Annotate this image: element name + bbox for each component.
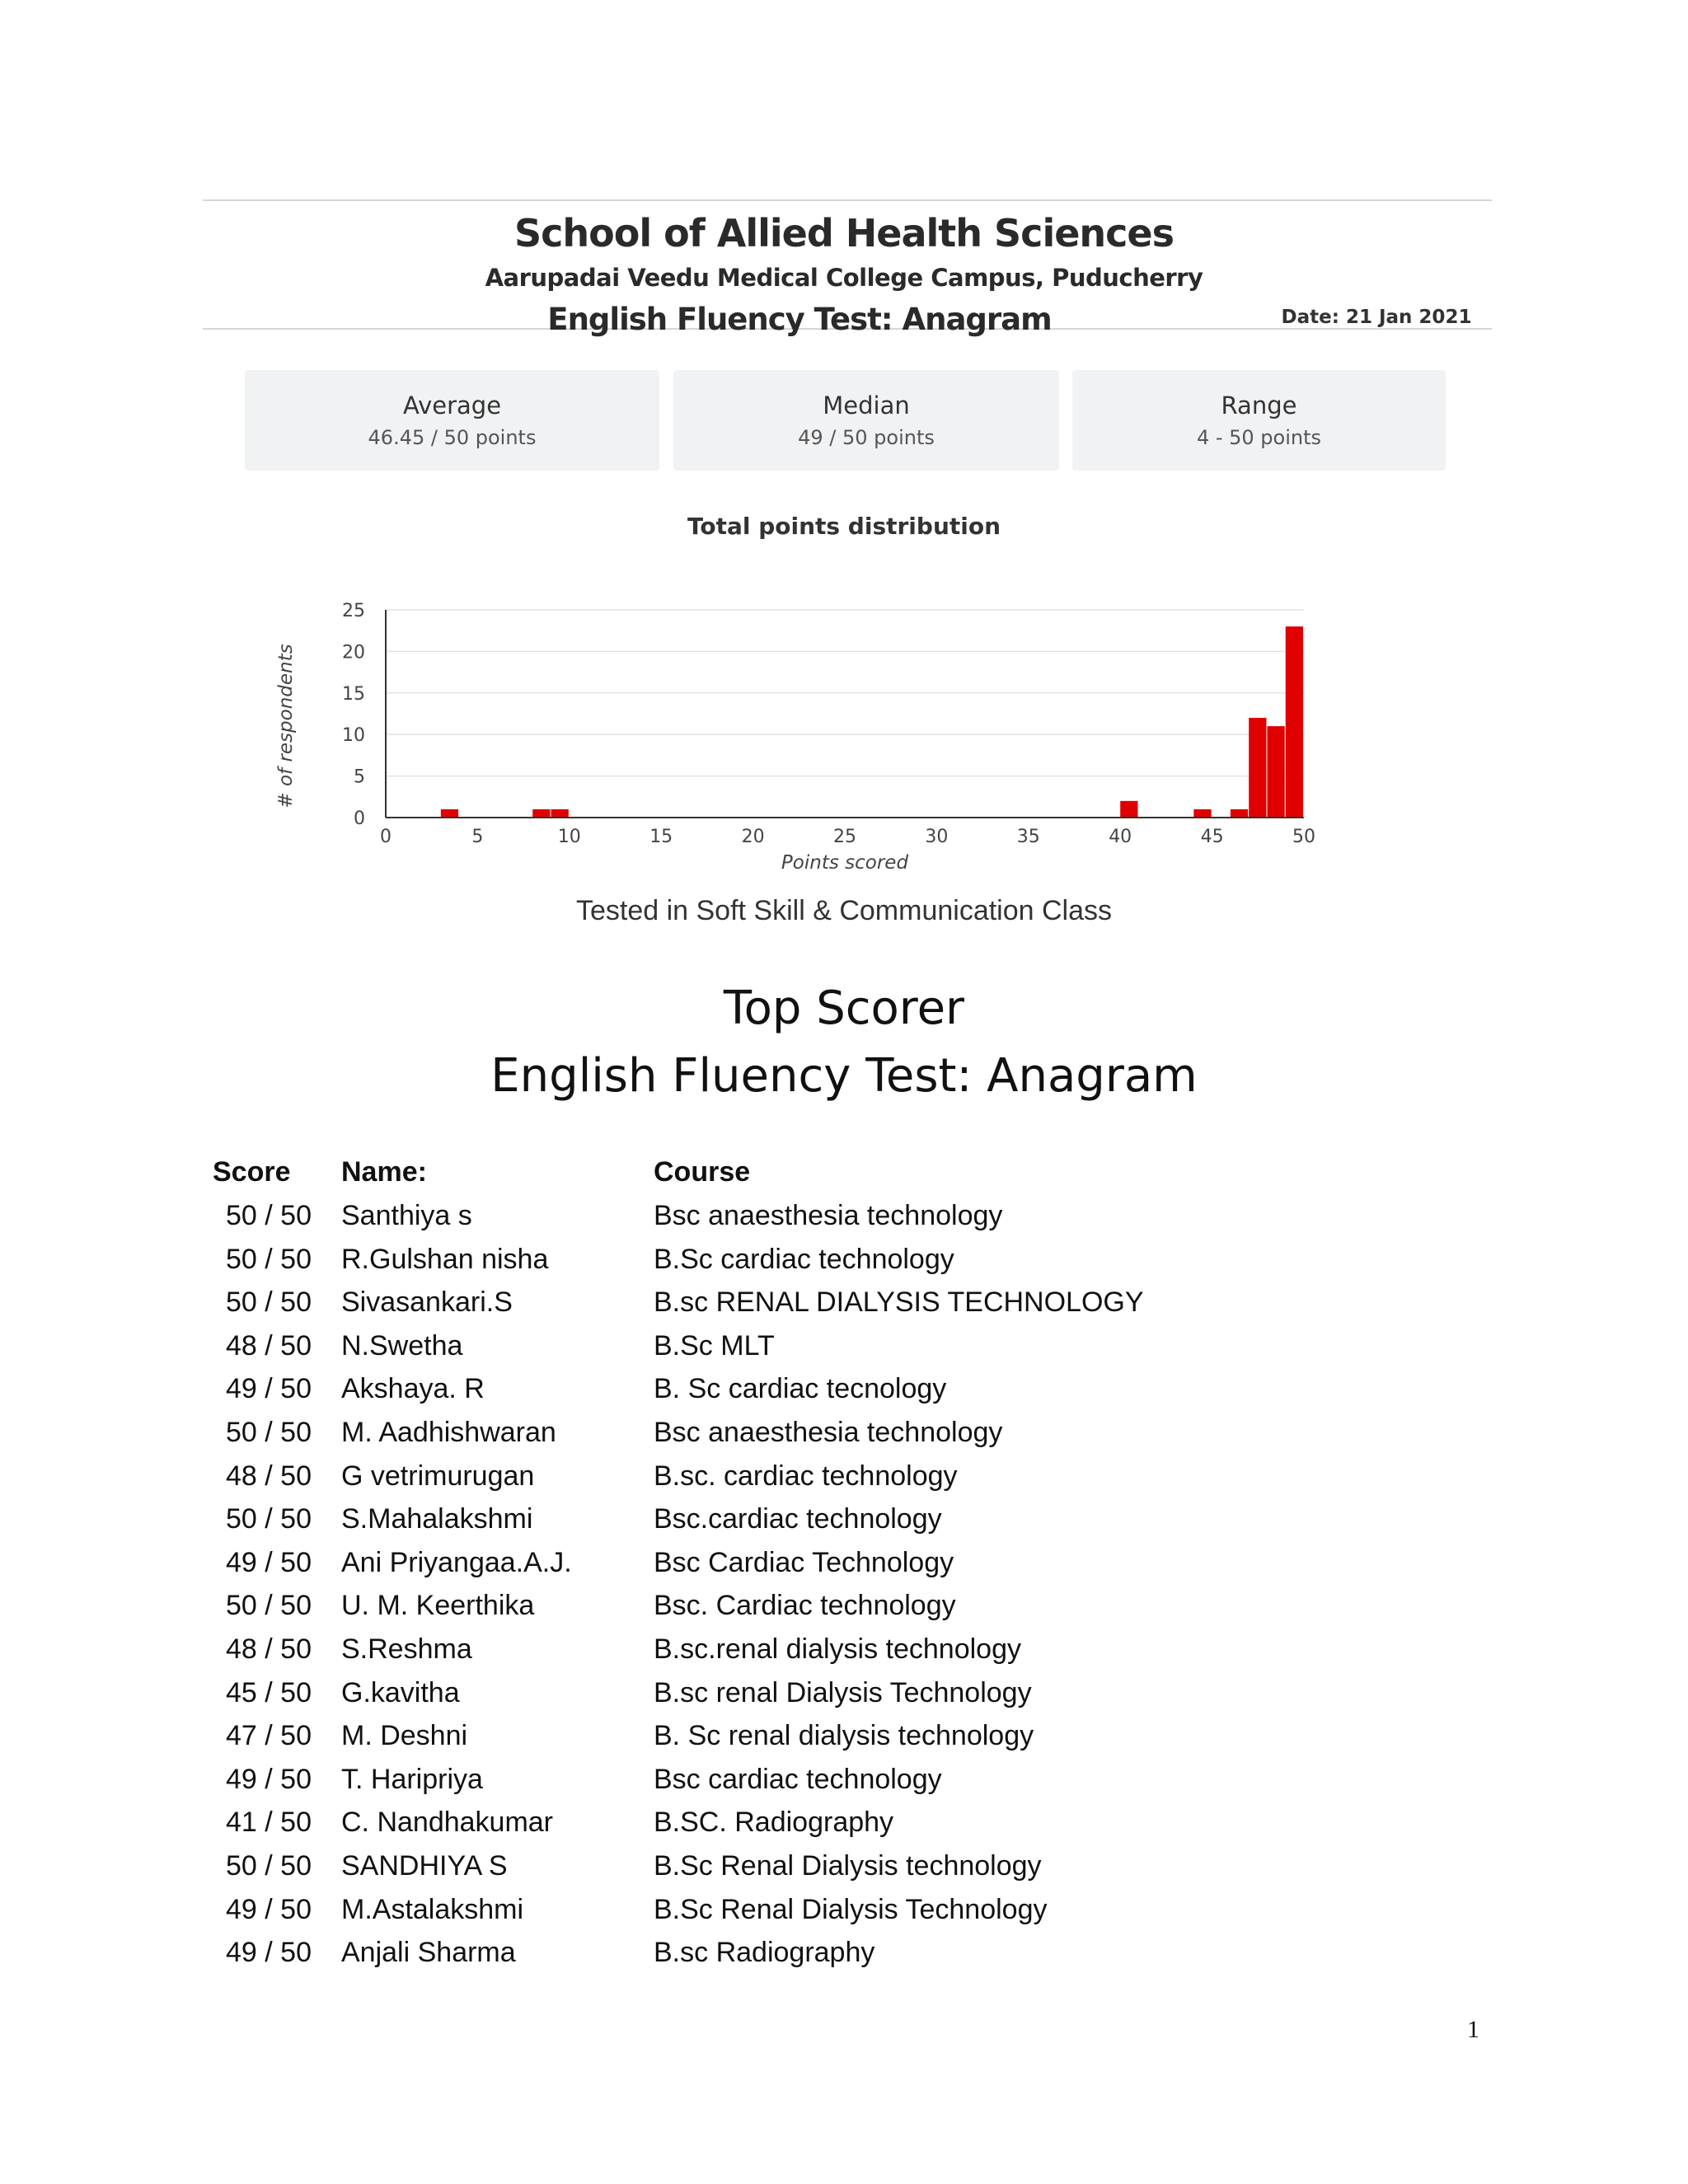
name-cell: R.Gulshan nisha — [341, 1243, 549, 1275]
bar — [441, 809, 458, 818]
table-row — [204, 1244, 1276, 1287]
score-cell: 49 / 50 — [226, 1763, 312, 1795]
stat-card-average — [245, 370, 659, 471]
name-cell: M. Deshni — [341, 1720, 468, 1752]
bar — [1120, 801, 1137, 818]
table-row — [204, 1200, 1276, 1244]
table-row — [204, 1764, 1276, 1807]
test-date: Date: 21 Jan 2021 — [1281, 307, 1472, 328]
course-cell: B.sc RENAL DIALYSIS TECHNOLOGY — [654, 1286, 1144, 1319]
name-cell: Akshaya. R — [341, 1373, 485, 1405]
header-course: Course — [654, 1156, 751, 1188]
course-cell: B. Sc renal dialysis technology — [654, 1720, 1034, 1752]
bar — [532, 809, 550, 818]
table-row — [204, 1460, 1276, 1504]
x-tick-label: 35 — [1016, 827, 1040, 847]
score-cell: 49 / 50 — [226, 1937, 312, 1969]
stat-label: Range — [1221, 391, 1297, 419]
y-tick-label: 5 — [354, 766, 365, 788]
name-cell: S.Mahalakshmi — [341, 1503, 533, 1535]
x-tick-label: 10 — [557, 827, 581, 847]
x-tick-label: 15 — [649, 827, 673, 847]
name-cell: Santhiya s — [341, 1200, 472, 1231]
stat-card-range — [1072, 370, 1446, 471]
course-cell: Bsc anaesthesia technology — [654, 1200, 1003, 1231]
stat-value: 46.45 / 50 points — [368, 426, 537, 449]
y-tick-label: 20 — [342, 642, 365, 663]
table-row — [204, 1807, 1276, 1850]
name-cell: S.Reshma — [341, 1633, 472, 1665]
test-title: English Fluency Test: Anagram — [547, 302, 1052, 337]
header-score: Score — [213, 1156, 291, 1188]
name-cell: M.Astalakshmi — [341, 1893, 524, 1925]
top-scorer-subtitle: English Fluency Test: Anagram — [490, 1049, 1198, 1103]
name-cell: N.Swetha — [341, 1329, 463, 1361]
course-cell: B. Sc cardiac tecnology — [654, 1373, 947, 1405]
table-row — [204, 1417, 1276, 1460]
course-cell: Bsc. Cardiac technology — [654, 1590, 956, 1622]
score-cell: 48 / 50 — [226, 1633, 312, 1665]
course-cell: B.SC. Radiography — [654, 1807, 894, 1839]
score-cell: 50 / 50 — [226, 1503, 312, 1535]
table-row — [204, 1330, 1276, 1374]
bar — [1193, 809, 1211, 818]
x-tick-label: 0 — [380, 827, 392, 847]
name-cell: Sivasankari.S — [341, 1286, 513, 1319]
name-cell: SANDHIYA S — [341, 1850, 508, 1882]
bar — [1249, 718, 1266, 818]
school-name: School of Allied Health Sciences — [513, 211, 1175, 255]
stat-card-median — [673, 370, 1059, 471]
name-cell: Ani Priyangaa.A.J. — [341, 1546, 572, 1578]
score-cell: 49 / 50 — [226, 1546, 312, 1578]
score-cell: 50 / 50 — [226, 1286, 312, 1319]
name-cell: Anjali Sharma — [341, 1937, 516, 1969]
name-cell: G.kavitha — [341, 1676, 460, 1708]
table-row — [204, 1894, 1276, 1938]
table-row — [204, 1547, 1276, 1591]
bar — [1286, 626, 1303, 818]
score-cell: 47 / 50 — [226, 1720, 312, 1752]
x-tick-label: 40 — [1109, 827, 1132, 847]
x-tick-label: 5 — [471, 827, 484, 847]
table-row — [204, 1633, 1276, 1677]
course-cell: B.Sc cardiac technology — [654, 1243, 954, 1275]
x-tick-label: 45 — [1200, 827, 1224, 847]
x-tick-label: 25 — [833, 827, 856, 847]
table-row — [204, 1286, 1276, 1330]
course-cell: B.sc Radiography — [654, 1937, 875, 1969]
name-cell: C. Nandhakumar — [341, 1807, 554, 1839]
name-cell: T. Haripriya — [341, 1763, 483, 1795]
score-cell: 49 / 50 — [226, 1373, 312, 1405]
stat-value: 49 / 50 points — [798, 426, 935, 449]
score-cell: 50 / 50 — [226, 1850, 312, 1882]
score-cell: 48 / 50 — [226, 1460, 312, 1492]
page-number: 1 — [1467, 2016, 1479, 2043]
table-row — [204, 1937, 1276, 1980]
x-tick-label: 50 — [1292, 827, 1315, 847]
score-cell: 50 / 50 — [226, 1243, 312, 1275]
course-cell: B.sc. cardiac technology — [654, 1460, 958, 1492]
score-cell: 50 / 50 — [226, 1200, 312, 1231]
course-cell: Bsc Cardiac Technology — [654, 1546, 954, 1578]
y-tick-label: 0 — [354, 808, 365, 829]
y-axis-label: # of respondents — [275, 644, 297, 808]
bar — [1267, 726, 1284, 818]
course-cell: Bsc anaesthesia technology — [654, 1417, 1003, 1448]
y-tick-label: 25 — [342, 601, 365, 621]
y-tick-label: 15 — [342, 683, 365, 705]
bar — [1231, 809, 1248, 818]
table-row — [204, 1373, 1276, 1417]
x-tick-label: 20 — [741, 827, 765, 847]
table-row — [204, 1590, 1276, 1633]
course-cell: B.sc.renal dialysis technology — [654, 1633, 1022, 1665]
stat-label: Average — [402, 391, 502, 419]
stat-label: Median — [823, 391, 910, 419]
score-cell: 41 / 50 — [226, 1807, 312, 1839]
stat-value: 4 - 50 points — [1196, 426, 1322, 449]
course-cell: B.sc renal Dialysis Technology — [654, 1676, 1032, 1708]
header-top-rule — [203, 199, 1492, 201]
course-cell: B.Sc Renal Dialysis Technology — [654, 1893, 1048, 1925]
table-row — [204, 1503, 1276, 1547]
course-cell: B.Sc Renal Dialysis technology — [654, 1850, 1042, 1882]
name-cell: U. M. Keerthika — [341, 1590, 535, 1622]
table-row — [204, 1850, 1276, 1894]
chart-caption: Tested in Soft Skill & Communication Class — [575, 895, 1113, 926]
x-axis-label: Points scored — [781, 852, 909, 874]
score-cell: 50 / 50 — [226, 1417, 312, 1448]
course-cell: Bsc cardiac technology — [654, 1763, 942, 1795]
score-cell: 49 / 50 — [226, 1893, 312, 1925]
header-name: Name: — [341, 1156, 427, 1188]
name-cell: M. Aadhishwaran — [341, 1417, 556, 1448]
course-cell: B.Sc MLT — [654, 1329, 775, 1361]
score-cell: 45 / 50 — [226, 1676, 312, 1708]
y-tick-label: 10 — [342, 725, 365, 747]
table-row — [204, 1720, 1276, 1764]
points-distribution-chart — [264, 593, 1335, 882]
bar — [551, 809, 569, 818]
score-cell: 48 / 50 — [226, 1329, 312, 1361]
chart-title: Total points distribution — [687, 513, 1001, 540]
x-tick-label: 30 — [925, 827, 949, 847]
top-scorer-title: Top Scorer — [723, 982, 965, 1035]
score-cell: 50 / 50 — [226, 1590, 312, 1622]
campus-name: Aarupadai Veedu Medical College Campus, Puducherry — [485, 264, 1203, 292]
course-cell: Bsc.cardiac technology — [654, 1503, 942, 1535]
table-row — [204, 1677, 1276, 1721]
name-cell: G vetrimurugan — [341, 1460, 535, 1492]
